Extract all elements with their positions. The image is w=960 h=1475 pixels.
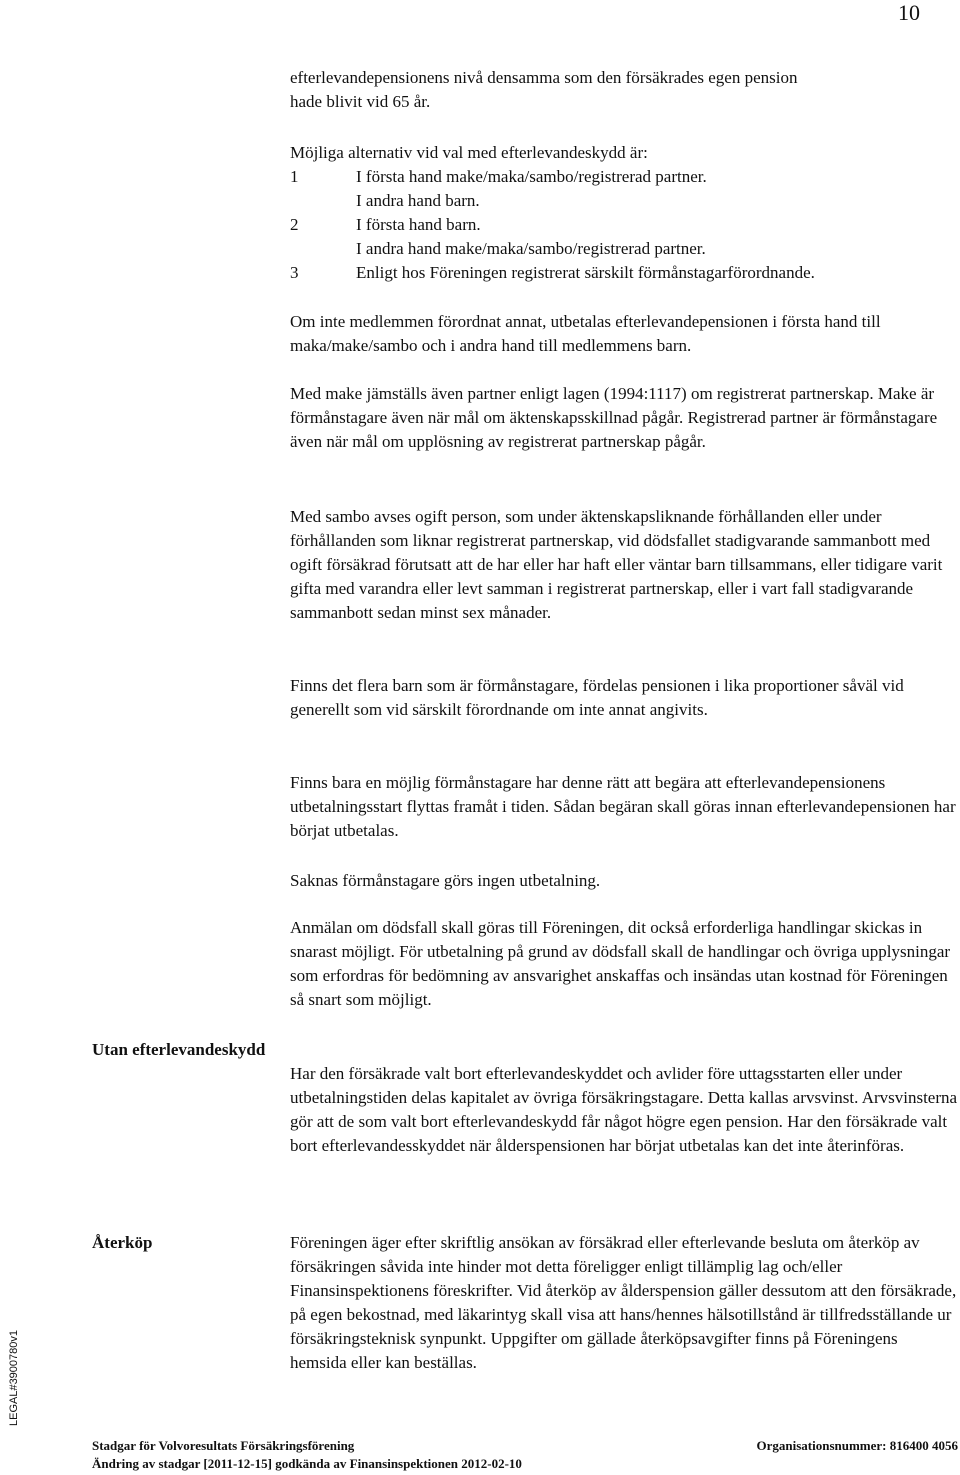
intro-paragraph [290,66,960,114]
list-item-text: I andra hand make/maka/sambo/registrerad partner. [356,239,706,258]
partner-equal-paragraph: Med make jämställs även partner enligt lagen (1994:1117) om registrerat partnerskap. Make är förmånstagare även när mål om äktenskapsskillnad pågår. Registrerad partner är förmånstagare även när mål om upplösning av registrerat partnerskap pågår. [290,384,938,451]
list-item-text: I första hand make/maka/sambo/registrerad partner. [356,167,707,186]
sambo-definition-paragraph: Med sambo avses ogift person, som under äktenskapsliknande förhållanden eller under förhållanden som liknar registrerat partnerskap, vid dödsfallet stadigvarande sammanbott med ogift försäkrad förutsatt att de har eller har haft eller väntar barn tillsammans, eller tidigare varit gifta med varandra eller levt samman i registrerat partnerskap, eller i vart fall stadigvarande sammanbott sedan minst sex månader. [290,507,943,622]
default-order-paragraph: Om inte medlemmen förordnat annat, utbetalas efterlevandepensionen i första hand till maka/make/sambo och i andra hand till medlemmens barn. [290,312,881,355]
footer-amendment: Ändring av stadgar [2011-12-15] godkända av Finansinspektionen 2012-02-10 [92,1456,522,1471]
footer-org-name: Stadgar för Volvoresultats Försäkringsförening [92,1438,355,1453]
section-heading-aterkop: Återköp [92,1233,153,1252]
page-number: 10 [898,0,920,25]
alternatives-heading: Möjliga alternativ vid val med efterlevandeskydd är: [290,143,648,162]
list-item-text: I andra hand barn. [356,191,480,210]
intro-line-2: hade blivit vid 65 år. [290,92,431,111]
list-item-number: 3 [290,263,299,282]
list-item-text: I första hand barn. [356,215,481,234]
single-beneficiary-paragraph: Finns bara en möjlig förmånstagare har denne rätt att begära att efterlevandepensionens utbetalningsstart flyttas framåt i tiden. Sådan begäran skall göras innan efterlevandepensionen har börjat utbetalas. [290,773,956,840]
footer-org-number: Organisationsnummer: 816400 4056 [756,1438,958,1453]
document-reference-code: LEGAL#3900780v1 [8,1329,21,1427]
list-item-text: Enligt hos Föreningen registrerat särskilt förmånstagarförordnande. [356,263,815,282]
list-item-number: 1 [290,167,299,186]
buyback-paragraph: Föreningen äger efter skriftlig ansökan av försäkrad eller efterlevande besluta om återköp av försäkringen såvida inte hinder mot detta föreligger enligt tillämplig lag och/eller Finansinspektionens föreskrifter. Vid återköp av ålderspension gäller dessutom att den försäkrade, på egen bekostnad, med läkarintyg skall visa att hans/hennes hälsotillstånd är tillfredsställande ur försäkringsteknisk synpunkt. Uppgifter om gällade återköpsavgifter finns på Föreningens hemsida eller kan beställas. [290,1233,957,1372]
multiple-children-paragraph: Finns det flera barn som är förmånstagare, fördelas pensionen i lika proportioner såväl vid generellt som vid särskilt förordnande om inte annat angivits. [290,676,904,719]
death-notice-paragraph: Anmälan om dödsfall skall göras till Föreningen, dit också erforderliga handlingar skickas in snarast möjligt. För utbetalning på grund av dödsfall skall de handlingar och övriga upplysningar som erfordras för bedömning av ansvarighet anskaffas och insändas utan kostnad för Föreningen så snart som möjligt. [290,918,951,1009]
section-heading-utan-efterlevandeskydd: Utan efterlevandeskydd [92,1040,266,1059]
no-beneficiary-paragraph: Saknas förmånstagare görs ingen utbetalning. [290,871,601,890]
intro-line-1: efterlevandepensionens nivå densamma som den försäkrades egen pension [290,68,798,87]
without-protection-paragraph: Har den försäkrade valt bort efterlevandeskyddet och avlider före uttagsstarten eller under utbetalningstiden delas kapitalet av övriga försäkringstagare. Detta kallas arvsvinst. Arvsvinsterna gör att de som valt bort efterlevandeskydd får något högre egen pension. Har den försäkrade valt bort efterlevandesskyddet när ålderspensionen har börjat utbetalas kan det inte återinföras. [290,1064,958,1155]
list-item-number: 2 [290,215,299,234]
